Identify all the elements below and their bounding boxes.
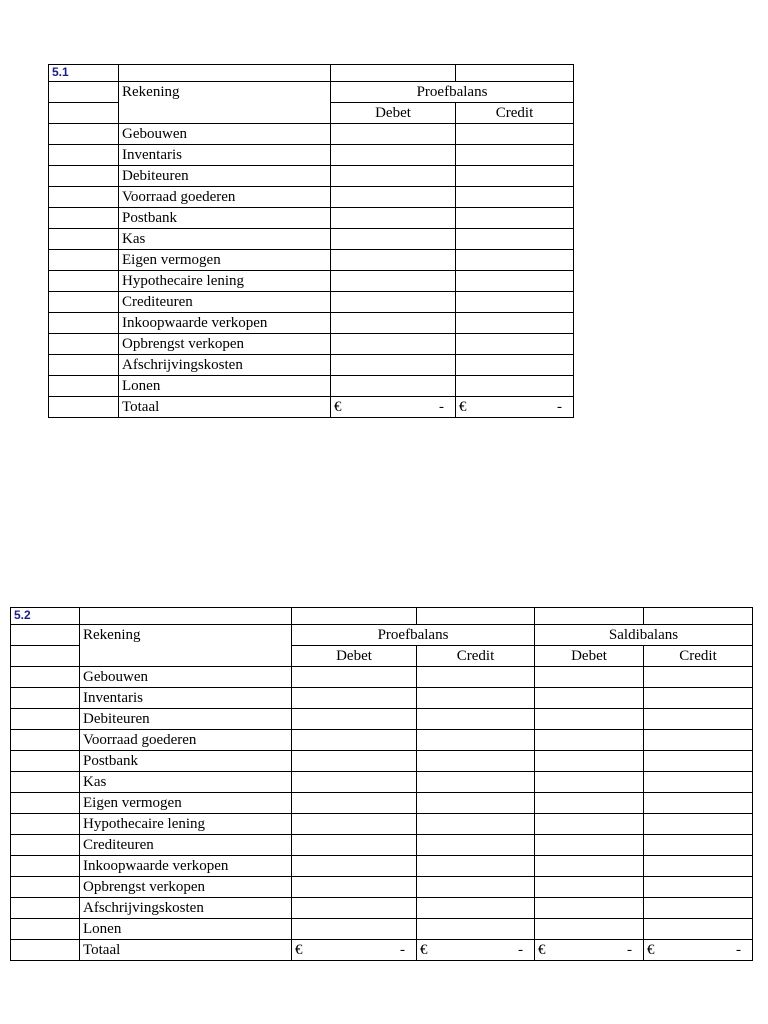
debet-cell[interactable]: [535, 730, 644, 751]
account-name[interactable]: Lonen: [119, 376, 331, 397]
cell[interactable]: [49, 124, 119, 145]
cell[interactable]: [11, 877, 80, 898]
table-row: [11, 688, 753, 709]
header-credit[interactable]: Credit: [456, 103, 574, 124]
cell[interactable]: [49, 229, 119, 250]
cell[interactable]: [49, 271, 119, 292]
cell[interactable]: [11, 856, 80, 877]
credit-cell[interactable]: [456, 124, 574, 145]
header-credit[interactable]: Credit: [417, 646, 535, 667]
cell[interactable]: [11, 940, 80, 961]
header-saldibalans[interactable]: Saldibalans: [535, 625, 753, 646]
cell[interactable]: [80, 608, 292, 625]
currency-symbol: €: [420, 942, 428, 958]
account-name[interactable]: Inkoopwaarde verkopen: [119, 313, 331, 334]
cell[interactable]: [49, 355, 119, 376]
cell[interactable]: [119, 65, 331, 82]
debet-cell[interactable]: [292, 751, 417, 772]
table-row: [49, 250, 574, 271]
total-debet[interactable]: [292, 940, 417, 961]
cell[interactable]: [11, 814, 80, 835]
debet-cell[interactable]: [331, 376, 456, 397]
table-row: [11, 877, 753, 898]
table-row: [49, 166, 574, 187]
account-name[interactable]: Hypothecaire lening: [80, 814, 292, 835]
currency-symbol: €: [334, 399, 342, 415]
total-credit[interactable]: [417, 940, 535, 961]
header-proefbalans[interactable]: Proefbalans: [331, 82, 574, 103]
credit-cell[interactable]: [644, 814, 753, 835]
debet-cell[interactable]: [292, 898, 417, 919]
cell[interactable]: [11, 667, 80, 688]
total-credit[interactable]: [456, 397, 574, 418]
debet-cell[interactable]: [331, 145, 456, 166]
currency-symbol: €: [538, 942, 546, 958]
debet-cell[interactable]: [331, 166, 456, 187]
cell[interactable]: [331, 65, 456, 82]
section-number[interactable]: 5.1: [49, 65, 119, 82]
table-row: [11, 730, 753, 751]
debet-cell[interactable]: [535, 688, 644, 709]
credit-cell[interactable]: [456, 355, 574, 376]
cell[interactable]: [49, 166, 119, 187]
debet-cell[interactable]: [535, 667, 644, 688]
credit-cell[interactable]: [644, 835, 753, 856]
credit-cell[interactable]: [456, 292, 574, 313]
total-row: [11, 940, 753, 961]
header-debet[interactable]: Debet: [535, 646, 644, 667]
debet-cell[interactable]: [535, 835, 644, 856]
account-name[interactable]: Voorraad goederen: [80, 730, 292, 751]
debet-cell[interactable]: [535, 793, 644, 814]
credit-cell[interactable]: [644, 856, 753, 877]
cell[interactable]: [644, 608, 753, 625]
cell[interactable]: [417, 608, 535, 625]
debet-cell[interactable]: [292, 667, 417, 688]
total-credit[interactable]: [644, 940, 753, 961]
debet-cell[interactable]: [535, 709, 644, 730]
currency-symbol: €: [647, 942, 655, 958]
header-rekening[interactable]: Rekening: [119, 82, 331, 124]
debet-cell[interactable]: [535, 898, 644, 919]
cell[interactable]: [456, 65, 574, 82]
total-value: -: [557, 399, 562, 415]
credit-cell[interactable]: [644, 751, 753, 772]
account-name[interactable]: Gebouwen: [119, 124, 331, 145]
total-debet[interactable]: [331, 397, 456, 418]
cell[interactable]: [11, 646, 80, 667]
table-row: [11, 667, 753, 688]
credit-cell[interactable]: [456, 334, 574, 355]
debet-cell[interactable]: [292, 919, 417, 940]
account-name[interactable]: Afschrijvingskosten: [80, 898, 292, 919]
debet-cell[interactable]: [331, 313, 456, 334]
total-debet[interactable]: [535, 940, 644, 961]
debet-cell[interactable]: [292, 709, 417, 730]
table-row: [49, 187, 574, 208]
account-name[interactable]: Kas: [80, 772, 292, 793]
credit-cell[interactable]: [456, 187, 574, 208]
credit-cell[interactable]: [644, 877, 753, 898]
credit-cell[interactable]: [417, 856, 535, 877]
cell[interactable]: [11, 919, 80, 940]
cell[interactable]: [49, 334, 119, 355]
account-name[interactable]: Postbank: [80, 751, 292, 772]
cell[interactable]: [49, 397, 119, 418]
table-row: [49, 124, 574, 145]
table-row: [49, 313, 574, 334]
table-row: [49, 145, 574, 166]
debet-cell[interactable]: [292, 877, 417, 898]
debet-cell[interactable]: [535, 877, 644, 898]
total-label[interactable]: Totaal: [119, 397, 331, 418]
cell[interactable]: [49, 145, 119, 166]
account-name[interactable]: Eigen vermogen: [80, 793, 292, 814]
credit-cell[interactable]: [644, 919, 753, 940]
credit-cell[interactable]: [417, 814, 535, 835]
account-name[interactable]: Inkoopwaarde verkopen: [80, 856, 292, 877]
cell[interactable]: [49, 82, 119, 103]
debet-cell[interactable]: [292, 730, 417, 751]
table-row: [11, 919, 753, 940]
credit-cell[interactable]: [417, 898, 535, 919]
cell[interactable]: [11, 730, 80, 751]
cell[interactable]: [11, 835, 80, 856]
table-row: [11, 709, 753, 730]
total-row: [49, 397, 574, 418]
credit-cell[interactable]: [456, 166, 574, 187]
table-row: [11, 751, 753, 772]
debet-cell[interactable]: [331, 271, 456, 292]
cell[interactable]: [49, 292, 119, 313]
account-name[interactable]: Opbrengst verkopen: [80, 877, 292, 898]
account-name[interactable]: Afschrijvingskosten: [119, 355, 331, 376]
account-name[interactable]: Inventaris: [80, 688, 292, 709]
debet-cell[interactable]: [535, 772, 644, 793]
table-row: [49, 208, 574, 229]
cell[interactable]: [11, 793, 80, 814]
credit-cell[interactable]: [417, 919, 535, 940]
account-name[interactable]: Kas: [119, 229, 331, 250]
account-name[interactable]: Debiteuren: [119, 166, 331, 187]
debet-cell[interactable]: [331, 334, 456, 355]
cell[interactable]: [11, 688, 80, 709]
cell[interactable]: [49, 103, 119, 124]
debet-cell[interactable]: [292, 688, 417, 709]
debet-cell[interactable]: [331, 292, 456, 313]
credit-cell[interactable]: [456, 271, 574, 292]
table-row: [11, 835, 753, 856]
table-row: [49, 355, 574, 376]
total-value: -: [400, 942, 405, 958]
debet-cell[interactable]: [331, 124, 456, 145]
table-row: [11, 898, 753, 919]
table-row: [49, 334, 574, 355]
debet-cell[interactable]: [331, 187, 456, 208]
table-row: [49, 229, 574, 250]
credit-cell[interactable]: [644, 730, 753, 751]
credit-cell[interactable]: [417, 793, 535, 814]
credit-cell[interactable]: [644, 793, 753, 814]
account-name[interactable]: Hypothecaire lening: [119, 271, 331, 292]
credit-cell[interactable]: [644, 898, 753, 919]
account-name[interactable]: Crediteuren: [80, 835, 292, 856]
account-name[interactable]: Crediteuren: [119, 292, 331, 313]
cell[interactable]: [49, 376, 119, 397]
account-name[interactable]: Gebouwen: [80, 667, 292, 688]
table-row: [49, 292, 574, 313]
debet-cell[interactable]: [292, 772, 417, 793]
currency-symbol: €: [295, 942, 303, 958]
credit-cell[interactable]: [456, 145, 574, 166]
credit-cell[interactable]: [417, 667, 535, 688]
account-name[interactable]: Opbrengst verkopen: [119, 334, 331, 355]
credit-cell[interactable]: [456, 208, 574, 229]
credit-cell[interactable]: [644, 667, 753, 688]
cell[interactable]: [11, 625, 80, 646]
credit-cell[interactable]: [417, 835, 535, 856]
credit-cell[interactable]: [644, 688, 753, 709]
account-name[interactable]: Postbank: [119, 208, 331, 229]
trial-balance-table-5-2: [10, 607, 753, 961]
credit-cell[interactable]: [456, 376, 574, 397]
debet-cell[interactable]: [331, 250, 456, 271]
credit-cell[interactable]: [417, 688, 535, 709]
debet-cell[interactable]: [535, 751, 644, 772]
debet-cell[interactable]: [535, 919, 644, 940]
account-name[interactable]: Debiteuren: [80, 709, 292, 730]
total-value: -: [627, 942, 632, 958]
credit-cell[interactable]: [417, 730, 535, 751]
debet-cell[interactable]: [292, 856, 417, 877]
header-proefbalans[interactable]: Proefbalans: [292, 625, 535, 646]
debet-cell[interactable]: [331, 355, 456, 376]
header-rekening[interactable]: Rekening: [80, 625, 292, 667]
header-credit[interactable]: Credit: [644, 646, 753, 667]
credit-cell[interactable]: [417, 751, 535, 772]
debet-cell[interactable]: [535, 814, 644, 835]
credit-cell[interactable]: [417, 772, 535, 793]
cell[interactable]: [49, 208, 119, 229]
credit-cell[interactable]: [456, 229, 574, 250]
cell[interactable]: [11, 751, 80, 772]
trial-balance-table-5-1: [48, 64, 574, 418]
debet-cell[interactable]: [292, 835, 417, 856]
credit-cell[interactable]: [644, 772, 753, 793]
cell[interactable]: [49, 187, 119, 208]
debet-cell[interactable]: [331, 229, 456, 250]
table-row: [11, 856, 753, 877]
cell[interactable]: [49, 313, 119, 334]
table-row: [11, 793, 753, 814]
table-row: [11, 772, 753, 793]
total-value: -: [439, 399, 444, 415]
cell[interactable]: [11, 898, 80, 919]
total-value: -: [736, 942, 741, 958]
cell[interactable]: [292, 608, 417, 625]
account-name[interactable]: Inventaris: [119, 145, 331, 166]
debet-cell[interactable]: [292, 814, 417, 835]
debet-cell[interactable]: [292, 793, 417, 814]
cell[interactable]: [49, 250, 119, 271]
total-value: -: [518, 942, 523, 958]
account-name[interactable]: Voorraad goederen: [119, 187, 331, 208]
currency-symbol: €: [459, 399, 467, 415]
debet-cell[interactable]: [535, 856, 644, 877]
account-name[interactable]: Eigen vermogen: [119, 250, 331, 271]
credit-cell[interactable]: [417, 709, 535, 730]
debet-cell[interactable]: [331, 208, 456, 229]
credit-cell[interactable]: [417, 877, 535, 898]
table-row: [49, 271, 574, 292]
total-label[interactable]: Totaal: [80, 940, 292, 961]
credit-cell[interactable]: [456, 250, 574, 271]
cell[interactable]: [535, 608, 644, 625]
header-debet[interactable]: Debet: [331, 103, 456, 124]
table-row: [49, 376, 574, 397]
cell[interactable]: [11, 772, 80, 793]
section-number[interactable]: 5.2: [11, 608, 80, 625]
account-name[interactable]: Lonen: [80, 919, 292, 940]
table-row: [11, 814, 753, 835]
header-debet[interactable]: Debet: [292, 646, 417, 667]
credit-cell[interactable]: [456, 313, 574, 334]
cell[interactable]: [11, 709, 80, 730]
credit-cell[interactable]: [644, 709, 753, 730]
